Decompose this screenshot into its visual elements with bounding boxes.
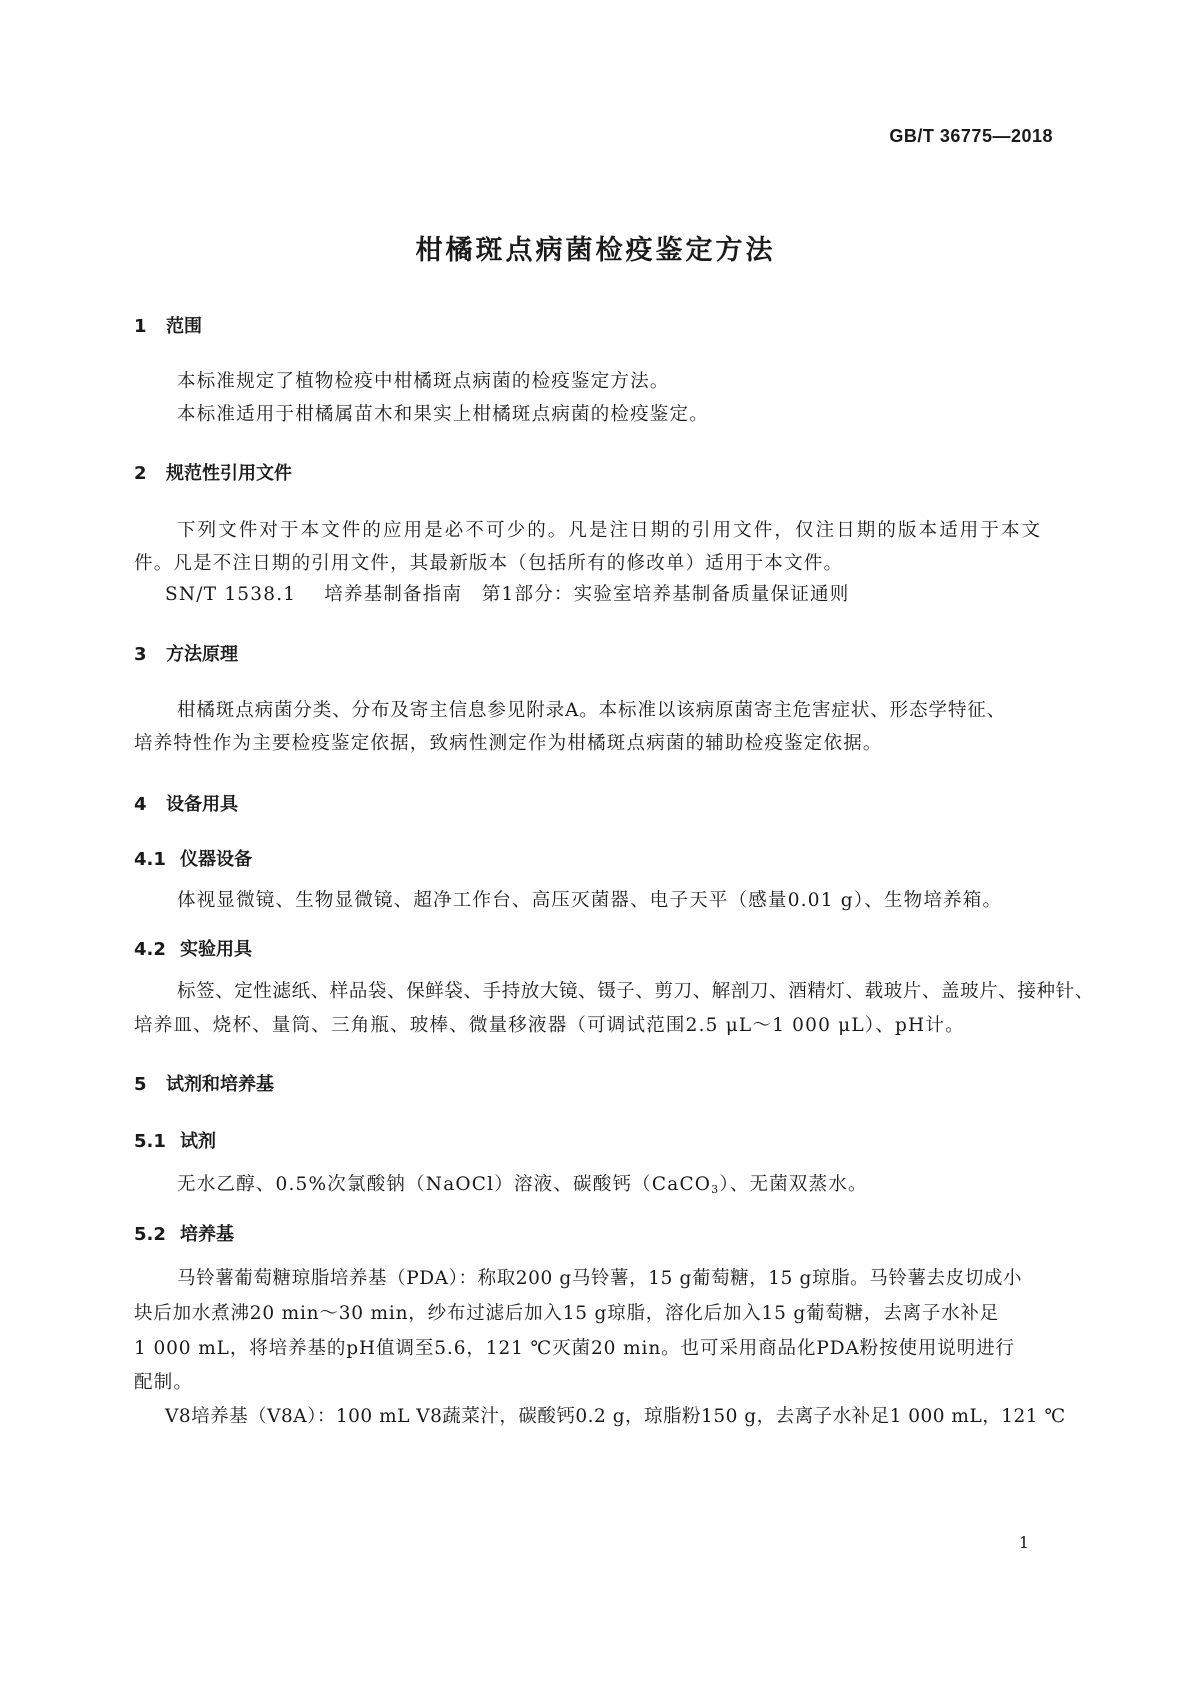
section-5-1-paragraph	[177, 1170, 868, 1196]
section-1-paragraph-2: 本标准适用于柑橘属苗木和果实上柑橘斑点病菌的检疫鉴定。	[177, 404, 709, 425]
section-title: 规范性引用文件	[166, 463, 292, 484]
subsection-number: 4.1	[134, 849, 166, 870]
section-1-paragraph-1: 本标准规定了植物检疫中柑橘斑点病菌的检疫鉴定方法。	[177, 371, 670, 392]
section-4-1-heading	[134, 845, 252, 871]
subsection-number: 5.1	[134, 1131, 166, 1152]
standard-code: GB/T 36775—2018	[889, 126, 1053, 146]
section-2-paragraph-line-1: 下列文件对于本文件的应用是必不可少的。凡是注日期的引用文件，仅注日期的版本适用于本文	[177, 520, 1043, 541]
section-5-2-paragraph-line-4: 配制。	[134, 1372, 194, 1393]
section-title: 设备用具	[166, 794, 238, 815]
section-title: 试剂和培养基	[166, 1074, 274, 1095]
section-3-paragraph-line-2: 培养特性作为主要检疫鉴定依据，致病性测定作为柑橘斑点病菌的辅助检疫鉴定依据。	[134, 733, 883, 754]
subsection-title: 仪器设备	[180, 849, 252, 870]
section-5-1-heading	[134, 1127, 216, 1153]
subsection-title: 试剂	[180, 1131, 216, 1152]
section-4-2-paragraph-line-1: 标签、定性滤纸、样品袋、保鲜袋、手持放大镜、镊子、剪刀、解剖刀、酒精灯、载玻片、盖玻片、接种针、	[177, 981, 1094, 1002]
section-5-2-paragraph-line-3: 1 000 mL，将培养基的pH值调至5.6，121 ℃灭菌20 min。也可采用商品化PDA粉按使用说明进行	[134, 1338, 1015, 1359]
section-5-2-paragraph-line-1: 马铃薯葡萄糖琼脂培养基（PDA）：称取200 g马铃薯，15 g葡萄糖，15 g琼脂。马铃薯去皮切成小	[177, 1268, 1023, 1289]
section-number: 4	[134, 794, 147, 815]
section-1-heading	[134, 312, 202, 338]
reagents-text-end: ）、无菌双蒸水。	[719, 1174, 868, 1195]
section-2-paragraph-line-2: 件。凡是不注日期的引用文件，其最新版本（包括所有的修改单）适用于本文件。	[134, 553, 844, 574]
section-2-heading	[134, 459, 292, 485]
section-4-2-paragraph-line-2: 培养皿、烧杯、量筒、三角瓶、玻棒、微量移液器（可调试范围2.5 μL～1 000 μL）、pH计。	[134, 1015, 965, 1036]
subsection-title: 培养基	[180, 1224, 234, 1245]
reference-code: SN/T 1538.1	[165, 584, 297, 605]
section-number: 3	[134, 644, 147, 665]
reference-title: 培养基制备指南 第1部分：实验室培养基制备质量保证通则	[324, 584, 850, 605]
normative-reference	[165, 580, 849, 606]
subscript: 3	[711, 1183, 720, 1196]
page-number: 1	[1018, 1533, 1029, 1552]
subsection-number: 5.2	[134, 1224, 166, 1245]
section-title: 方法原理	[166, 644, 238, 665]
subsection-title: 实验用具	[180, 939, 252, 960]
reagents-text: 无水乙醇、0.5%次氯酸钠（NaOCl）溶液、碳酸钙（CaCO	[177, 1174, 712, 1195]
subsection-number: 4.2	[134, 939, 166, 960]
section-5-2-paragraph-2: V8培养基（V8A）：100 mL V8蔬菜汁，碳酸钙0.2 g，琼脂粉150 g，去离子水补足1 000 mL，121 ℃	[165, 1406, 1066, 1427]
section-3-paragraph-line-1: 柑橘斑点病菌分类、分布及寄主信息参见附录A。本标准以该病原菌寄主危害症状、形态学特征、	[177, 700, 1007, 721]
document-title: 柑橘斑点病菌检疫鉴定方法	[415, 235, 776, 266]
section-number: 5	[134, 1074, 147, 1095]
section-4-2-heading	[134, 935, 252, 961]
section-5-2-heading	[134, 1220, 234, 1246]
section-number: 2	[134, 463, 147, 484]
section-title: 范围	[166, 316, 202, 337]
section-4-heading	[134, 790, 238, 816]
section-5-heading	[134, 1070, 274, 1096]
section-4-1-paragraph: 体视显微镜、生物显微镜、超净工作台、高压灭菌器、电子天平（感量0.01 g）、生物培养箱。	[177, 890, 1003, 911]
section-5-2-paragraph-line-2: 块后加水煮沸20 min～30 min，纱布过滤后加入15 g琼脂，溶化后加入15 g葡萄糖，去离子水补足	[134, 1303, 1000, 1324]
section-number: 1	[134, 316, 147, 337]
section-3-heading	[134, 640, 238, 666]
